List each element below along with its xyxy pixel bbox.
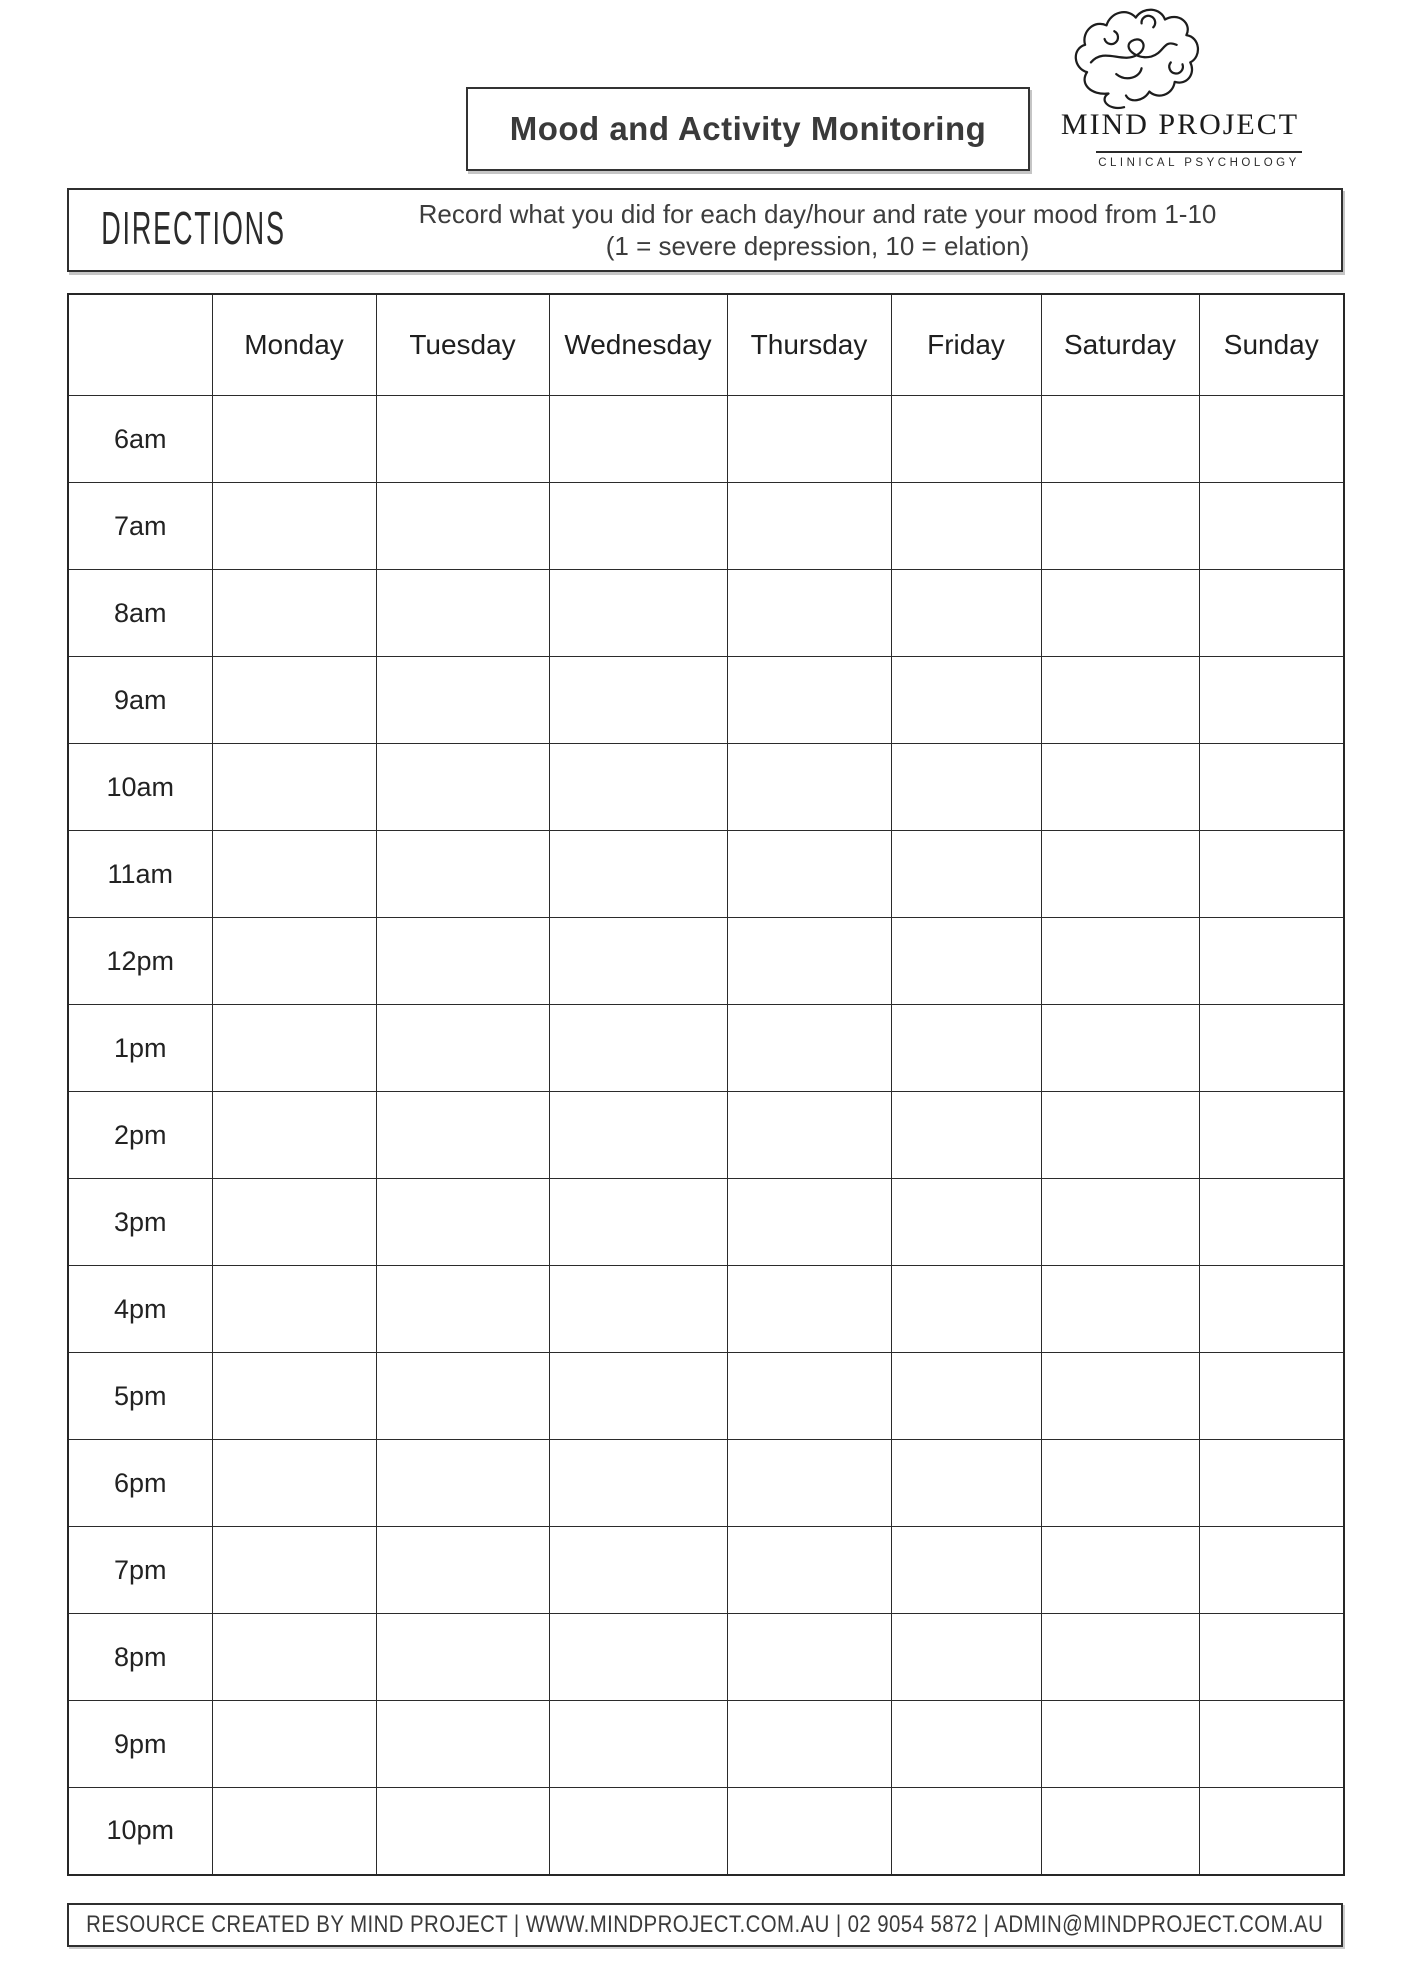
time-row bbox=[68, 918, 1344, 1005]
entry-cell bbox=[891, 483, 1041, 570]
entry-cell bbox=[376, 396, 549, 483]
entry-cell bbox=[891, 1266, 1041, 1353]
directions-heading bbox=[69, 203, 319, 255]
page-title: Mood and Activity Monitoring bbox=[509, 110, 987, 147]
time-row bbox=[68, 1614, 1344, 1701]
entry-cell bbox=[1199, 570, 1344, 657]
time-label-cell: 2pm bbox=[68, 1092, 212, 1179]
entry-cell bbox=[549, 744, 727, 831]
entry-cell bbox=[1041, 1527, 1199, 1614]
entry-cell bbox=[549, 1614, 727, 1701]
entry-cell bbox=[212, 1092, 376, 1179]
entry-cell bbox=[549, 1266, 727, 1353]
entry-cell bbox=[1041, 744, 1199, 831]
day-header-cell: Tuesday bbox=[376, 294, 549, 396]
entry-cell bbox=[212, 1527, 376, 1614]
entry-cell bbox=[1041, 657, 1199, 744]
time-row bbox=[68, 1266, 1344, 1353]
entry-cell bbox=[891, 1527, 1041, 1614]
entry-cell bbox=[549, 1440, 727, 1527]
entry-cell bbox=[727, 483, 891, 570]
entry-cell bbox=[1041, 1440, 1199, 1527]
title-box bbox=[466, 87, 1030, 171]
entry-cell bbox=[1199, 918, 1344, 1005]
entry-cell bbox=[212, 831, 376, 918]
time-label-cell: 8am bbox=[68, 570, 212, 657]
time-row bbox=[68, 396, 1344, 483]
entry-cell bbox=[549, 1527, 727, 1614]
entry-cell bbox=[891, 1614, 1041, 1701]
entry-cell bbox=[727, 570, 891, 657]
entry-cell bbox=[212, 744, 376, 831]
entry-cell bbox=[212, 483, 376, 570]
entry-cell bbox=[727, 1092, 891, 1179]
entry-cell bbox=[1199, 1527, 1344, 1614]
day-header-cell: Friday bbox=[891, 294, 1041, 396]
entry-cell bbox=[891, 1179, 1041, 1266]
entry-cell bbox=[1041, 918, 1199, 1005]
entry-cell bbox=[1041, 1701, 1199, 1788]
entry-cell bbox=[891, 570, 1041, 657]
time-label-cell: 11am bbox=[68, 831, 212, 918]
entry-cell bbox=[212, 657, 376, 744]
time-label-cell: 5pm bbox=[68, 1353, 212, 1440]
time-row bbox=[68, 483, 1344, 570]
entry-cell bbox=[891, 1440, 1041, 1527]
time-label-cell: 7pm bbox=[68, 1527, 212, 1614]
time-row bbox=[68, 657, 1344, 744]
entry-cell bbox=[1041, 831, 1199, 918]
entry-cell bbox=[1041, 1005, 1199, 1092]
corner-cell bbox=[68, 294, 212, 396]
entry-cell bbox=[891, 396, 1041, 483]
entry-cell bbox=[1199, 1092, 1344, 1179]
entry-cell bbox=[891, 744, 1041, 831]
day-header-cell: Sunday bbox=[1199, 294, 1344, 396]
time-label-cell: 12pm bbox=[68, 918, 212, 1005]
brand-name: MIND PROJECT bbox=[1060, 108, 1300, 141]
entry-cell bbox=[212, 570, 376, 657]
entry-cell bbox=[727, 918, 891, 1005]
schedule-header bbox=[68, 294, 1344, 396]
entry-cell bbox=[1199, 1788, 1344, 1875]
directions-line-2: (1 = severe depression, 10 = elation) bbox=[605, 231, 1030, 261]
entry-cell bbox=[1199, 1266, 1344, 1353]
entry-cell bbox=[727, 1353, 891, 1440]
schedule-body bbox=[68, 396, 1344, 1875]
entry-cell bbox=[376, 657, 549, 744]
entry-cell bbox=[376, 1092, 549, 1179]
entry-cell bbox=[1041, 570, 1199, 657]
entry-cell bbox=[891, 831, 1041, 918]
entry-cell bbox=[376, 918, 549, 1005]
time-label-cell: 9am bbox=[68, 657, 212, 744]
entry-cell bbox=[1199, 1179, 1344, 1266]
entry-cell bbox=[891, 1701, 1041, 1788]
time-label-cell: 6am bbox=[68, 396, 212, 483]
entry-cell bbox=[1041, 1266, 1199, 1353]
time-row bbox=[68, 1092, 1344, 1179]
entry-cell bbox=[212, 918, 376, 1005]
footer-text: RESOURCE CREATED BY MIND PROJECT | WWW.MINDPROJECT.COM.AU | 02 9054 5872 | ADMIN@MINDPROJECT.COM.AU bbox=[86, 1911, 1324, 1938]
entry-cell bbox=[376, 1527, 549, 1614]
time-label-cell: 8pm bbox=[68, 1614, 212, 1701]
entry-cell bbox=[549, 918, 727, 1005]
entry-cell bbox=[891, 1005, 1041, 1092]
time-label-cell: 9pm bbox=[68, 1701, 212, 1788]
entry-cell bbox=[727, 1788, 891, 1875]
time-row bbox=[68, 1701, 1344, 1788]
entry-cell bbox=[212, 396, 376, 483]
day-header-row bbox=[68, 294, 1344, 396]
entry-cell bbox=[1041, 396, 1199, 483]
entry-cell bbox=[212, 1005, 376, 1092]
entry-cell bbox=[376, 1179, 549, 1266]
time-label-cell: 10pm bbox=[68, 1788, 212, 1875]
directions-box bbox=[67, 188, 1343, 272]
entry-cell bbox=[212, 1440, 376, 1527]
entry-cell bbox=[727, 831, 891, 918]
entry-cell bbox=[727, 1440, 891, 1527]
entry-cell bbox=[376, 1440, 549, 1527]
brand-logo bbox=[1040, 0, 1310, 178]
entry-cell bbox=[212, 1353, 376, 1440]
entry-cell bbox=[549, 831, 727, 918]
entry-cell bbox=[549, 1353, 727, 1440]
logo-divider bbox=[1096, 151, 1302, 153]
entry-cell bbox=[727, 1266, 891, 1353]
time-label-cell: 6pm bbox=[68, 1440, 212, 1527]
directions-heading-text: DIRECTIONS bbox=[101, 203, 287, 255]
time-label-cell: 3pm bbox=[68, 1179, 212, 1266]
directions-line-1: Record what you did for each day/hour and rate your mood from 1-10 bbox=[418, 199, 1217, 229]
time-row bbox=[68, 744, 1344, 831]
day-header-cell: Thursday bbox=[727, 294, 891, 396]
directions-text bbox=[319, 198, 1341, 262]
entry-cell bbox=[212, 1788, 376, 1875]
entry-cell bbox=[376, 483, 549, 570]
entry-cell bbox=[1199, 1440, 1344, 1527]
time-label-cell: 1pm bbox=[68, 1005, 212, 1092]
entry-cell bbox=[1041, 1788, 1199, 1875]
mood-schedule-table bbox=[67, 293, 1345, 1876]
entry-cell bbox=[376, 744, 549, 831]
entry-cell bbox=[727, 744, 891, 831]
entry-cell bbox=[727, 1527, 891, 1614]
entry-cell bbox=[1199, 831, 1344, 918]
day-header-cell: Saturday bbox=[1041, 294, 1199, 396]
time-row bbox=[68, 1788, 1344, 1875]
entry-cell bbox=[1199, 483, 1344, 570]
footer-bar bbox=[67, 1903, 1343, 1947]
entry-cell bbox=[727, 1614, 891, 1701]
entry-cell bbox=[376, 1788, 549, 1875]
entry-cell bbox=[212, 1701, 376, 1788]
brand-tagline: CLINICAL PSYCHOLOGY bbox=[1098, 157, 1300, 169]
time-row bbox=[68, 831, 1344, 918]
entry-cell bbox=[1199, 1005, 1344, 1092]
time-row bbox=[68, 1440, 1344, 1527]
entry-cell bbox=[727, 396, 891, 483]
entry-cell bbox=[1041, 1353, 1199, 1440]
time-label-cell: 7am bbox=[68, 483, 212, 570]
entry-cell bbox=[1199, 1614, 1344, 1701]
entry-cell bbox=[549, 1788, 727, 1875]
time-row bbox=[68, 1353, 1344, 1440]
entry-cell bbox=[1041, 1092, 1199, 1179]
entry-cell bbox=[727, 1005, 891, 1092]
entry-cell bbox=[376, 1701, 549, 1788]
entry-cell bbox=[549, 396, 727, 483]
entry-cell bbox=[727, 657, 891, 744]
entry-cell bbox=[376, 1266, 549, 1353]
entry-cell bbox=[376, 1353, 549, 1440]
time-row bbox=[68, 570, 1344, 657]
entry-cell bbox=[376, 831, 549, 918]
entry-cell bbox=[891, 918, 1041, 1005]
entry-cell bbox=[1199, 744, 1344, 831]
time-row bbox=[68, 1179, 1344, 1266]
entry-cell bbox=[549, 1092, 727, 1179]
entry-cell bbox=[1041, 1614, 1199, 1701]
entry-cell bbox=[1199, 1353, 1344, 1440]
time-label-cell: 10am bbox=[68, 744, 212, 831]
entry-cell bbox=[549, 1179, 727, 1266]
entry-cell bbox=[1041, 1179, 1199, 1266]
entry-cell bbox=[376, 1614, 549, 1701]
entry-cell bbox=[549, 657, 727, 744]
time-row bbox=[68, 1005, 1344, 1092]
entry-cell bbox=[549, 483, 727, 570]
entry-cell bbox=[727, 1179, 891, 1266]
entry-cell bbox=[1041, 483, 1199, 570]
day-header-cell: Wednesday bbox=[549, 294, 727, 396]
entry-cell bbox=[549, 1005, 727, 1092]
entry-cell bbox=[212, 1266, 376, 1353]
entry-cell bbox=[891, 1788, 1041, 1875]
brain-doodle-icon bbox=[1046, 2, 1206, 114]
time-label-cell: 4pm bbox=[68, 1266, 212, 1353]
entry-cell bbox=[1199, 396, 1344, 483]
entry-cell bbox=[376, 1005, 549, 1092]
entry-cell bbox=[891, 657, 1041, 744]
entry-cell bbox=[727, 1701, 891, 1788]
entry-cell bbox=[891, 1092, 1041, 1179]
entry-cell bbox=[549, 570, 727, 657]
entry-cell bbox=[1199, 1701, 1344, 1788]
entry-cell bbox=[549, 1701, 727, 1788]
day-header-cell: Monday bbox=[212, 294, 376, 396]
entry-cell bbox=[212, 1179, 376, 1266]
entry-cell bbox=[376, 570, 549, 657]
entry-cell bbox=[891, 1353, 1041, 1440]
time-row bbox=[68, 1527, 1344, 1614]
entry-cell bbox=[212, 1614, 376, 1701]
entry-cell bbox=[1199, 657, 1344, 744]
